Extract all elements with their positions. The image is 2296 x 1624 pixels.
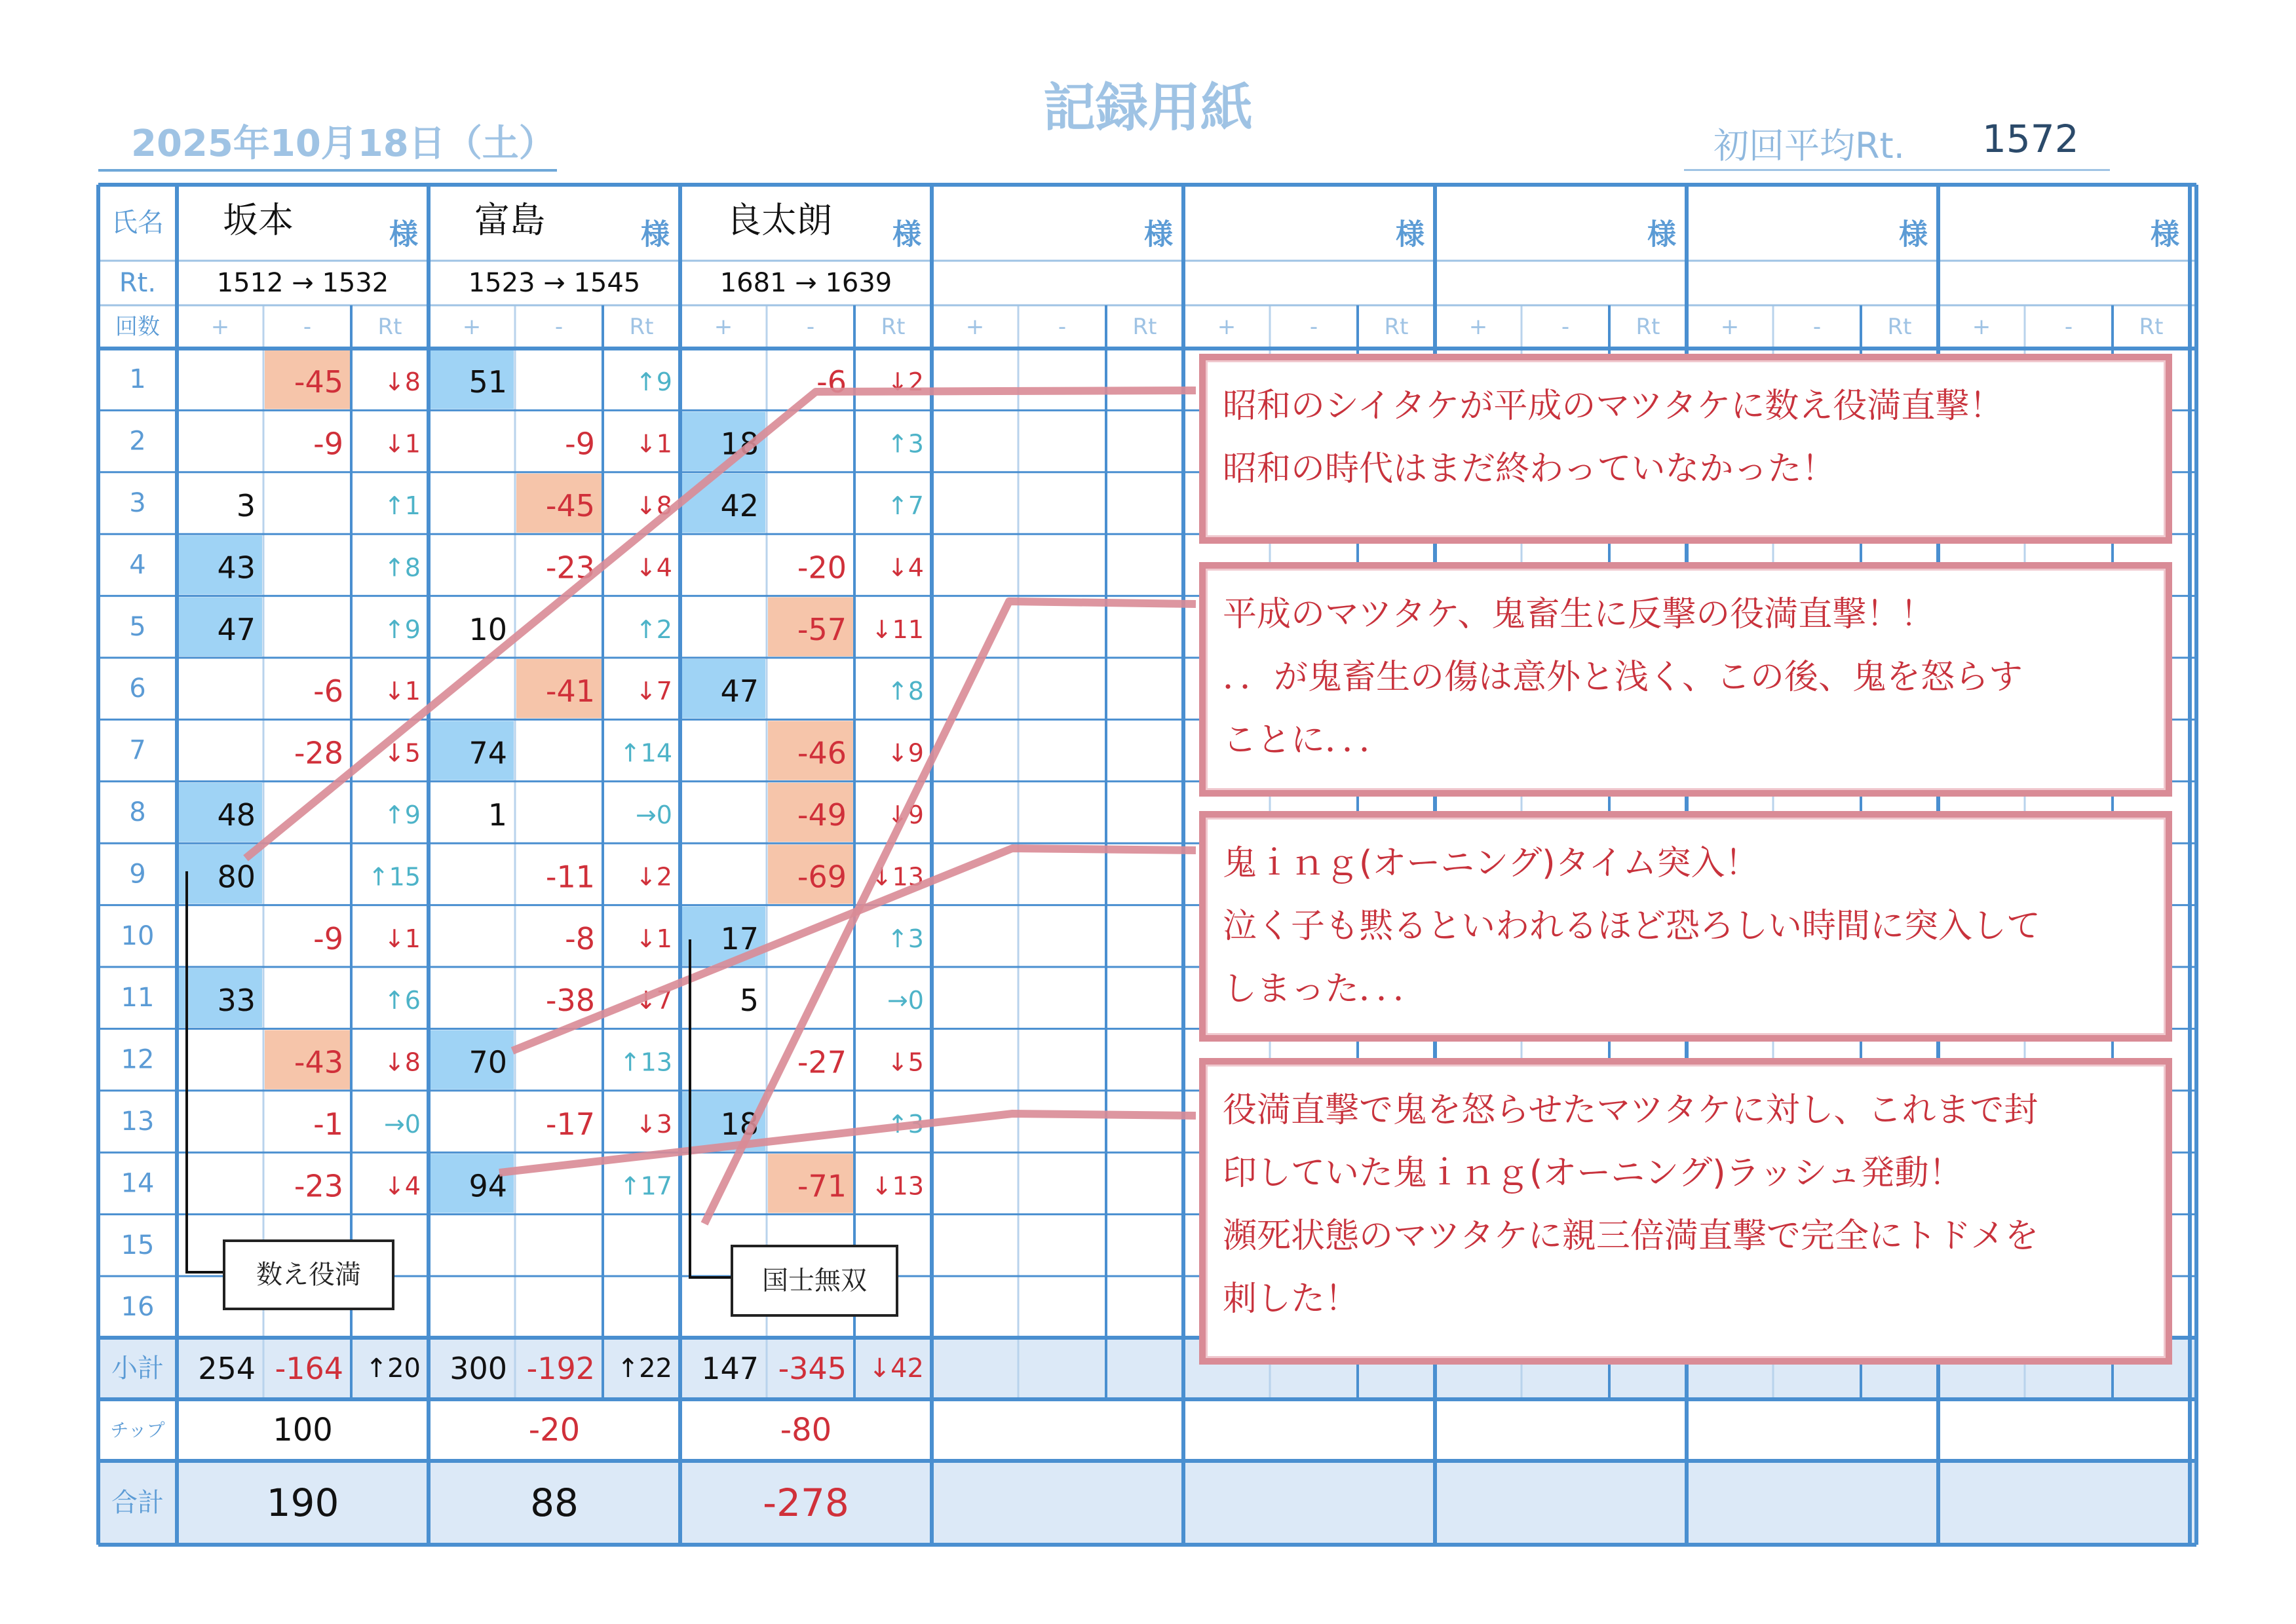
- player-name: 富島: [474, 199, 545, 241]
- tag-connector: [187, 871, 223, 1272]
- minus-score: -45: [294, 364, 343, 400]
- minus-score: -1: [313, 1106, 343, 1142]
- minus-header: -: [1561, 314, 1570, 340]
- rt-change: ↓8: [635, 491, 672, 520]
- round-number: 2: [129, 426, 146, 457]
- rt-change: ↑15: [368, 862, 421, 892]
- minus-score: -57: [797, 611, 847, 647]
- plus-score: 18: [720, 426, 759, 462]
- plus-score: 1: [488, 797, 507, 833]
- minus-score: -6: [313, 673, 343, 709]
- sama-label: 様: [2151, 217, 2179, 252]
- minus-score: -45: [545, 488, 595, 523]
- rt-change: ↑2: [635, 614, 672, 644]
- subtotal-plus: 300: [450, 1351, 507, 1386]
- round-number: 5: [129, 611, 146, 642]
- minus-score: -41: [545, 673, 595, 709]
- chip-value: 100: [273, 1412, 333, 1448]
- rt-change: →0: [635, 801, 672, 829]
- minus-score: -11: [545, 859, 595, 895]
- subtotal-plus: 254: [198, 1351, 256, 1386]
- total-label: 合計: [111, 1488, 164, 1518]
- player-name: 良太朗: [726, 199, 832, 241]
- plus-score: 43: [217, 550, 256, 586]
- rt-header: Rt: [2139, 314, 2164, 340]
- annotation-line: 昭和のシイタケが平成のマツタケに数え役満直撃！: [1223, 387, 2004, 426]
- annotation-line: しまった．．．: [1223, 970, 1428, 1009]
- rt-change: ↓11: [871, 614, 924, 644]
- minus-header: -: [806, 314, 815, 340]
- chip-label: チップ: [110, 1419, 165, 1441]
- plus-score: 10: [469, 611, 507, 647]
- player-rating: 1681 → 1639: [719, 268, 892, 298]
- plus-header: +: [1720, 314, 1740, 340]
- subtotal-label: 小計: [111, 1353, 164, 1384]
- plus-header: +: [1468, 314, 1488, 340]
- yakuman-tag: 数え役満: [223, 1239, 394, 1310]
- round-number: 12: [121, 1044, 155, 1075]
- rt-change: ↓4: [383, 1171, 421, 1201]
- rt-change: ↓7: [635, 986, 672, 1015]
- plus-score: 47: [720, 673, 759, 709]
- rt-change: ↓5: [383, 738, 421, 768]
- round-number: 9: [129, 859, 146, 890]
- rt-change: ↑1: [383, 491, 421, 520]
- rt-change: ↓8: [383, 1048, 421, 1077]
- annotation-connector: [704, 601, 1196, 1224]
- plus-header: +: [210, 314, 230, 340]
- rt-change: ↓9: [887, 738, 924, 768]
- annotation-line: 泣く子も黙るといわれるほど恐ろしい時間に突入して: [1223, 907, 2041, 946]
- rt-change: →0: [383, 1110, 421, 1139]
- plus-header: +: [965, 314, 985, 340]
- minus-score: -71: [797, 1168, 847, 1204]
- rt-header: Rt: [377, 314, 402, 340]
- rt-header: Rt: [1384, 314, 1409, 340]
- rt-change: ↑9: [635, 368, 672, 397]
- minus-score: -9: [565, 426, 595, 462]
- minus-score: -9: [313, 920, 343, 956]
- rt-change: ↑9: [383, 614, 421, 644]
- round-number: 8: [129, 797, 146, 827]
- rt-change: ↑9: [383, 801, 421, 829]
- plus-score: 3: [236, 488, 256, 523]
- round-label: 回数: [115, 314, 160, 340]
- minus-score: -49: [797, 797, 847, 833]
- minus-score: -17: [545, 1106, 595, 1142]
- round-number: 10: [121, 920, 155, 951]
- annotation-line: 刺した！: [1223, 1279, 1360, 1319]
- minus-score: -28: [294, 735, 343, 771]
- minus-score: -38: [545, 983, 595, 1019]
- rt-change: ↓9: [887, 801, 924, 829]
- plus-header: +: [714, 314, 733, 340]
- rating-label: Rt.: [119, 268, 157, 298]
- rt-change: ↓8: [383, 368, 421, 397]
- rt-change: ↑3: [887, 1110, 924, 1139]
- plus-score: 94: [469, 1168, 507, 1204]
- annotation-line: 鬼ｉｎｇ(オーニング)タイム突入！: [1223, 844, 1759, 883]
- round-number: 7: [129, 735, 146, 766]
- round-number: 14: [121, 1168, 155, 1199]
- plus-score: 42: [720, 488, 759, 523]
- subtotal-rt: ↑20: [365, 1353, 421, 1384]
- sama-label: 様: [1396, 217, 1425, 252]
- sama-label: 様: [892, 217, 921, 252]
- minus-header: -: [1058, 314, 1067, 340]
- rt-change: ↓2: [635, 862, 672, 892]
- plus-score: 80: [217, 859, 256, 895]
- rt-change: ↓4: [887, 553, 924, 582]
- plus-score: 48: [217, 797, 256, 833]
- sama-label: 様: [389, 217, 418, 252]
- initial-average-rating-value: 1572: [1982, 117, 2079, 161]
- round-number: 13: [121, 1106, 155, 1137]
- plus-score: 18: [720, 1106, 759, 1142]
- rt-change: ↑14: [619, 738, 672, 768]
- rt-change: ↑3: [887, 429, 924, 459]
- rt-change: →0: [887, 986, 924, 1015]
- minus-score: -27: [797, 1044, 847, 1080]
- subtotal-minus: -192: [526, 1351, 595, 1386]
- plus-header: +: [1972, 314, 1991, 340]
- minus-score: -43: [294, 1044, 343, 1080]
- rt-change: ↑8: [383, 553, 421, 582]
- rt-change: ↓7: [635, 677, 672, 706]
- subtotal-minus: -164: [275, 1351, 343, 1386]
- sama-label: 様: [641, 217, 670, 252]
- rt-header: Rt: [1636, 314, 1660, 340]
- rt-change: ↓1: [383, 924, 421, 953]
- rt-header: Rt: [1887, 314, 1912, 340]
- date-label: 2025年10月18日（土）: [131, 123, 556, 165]
- player-rating: 1512 → 1532: [216, 268, 389, 298]
- minus-score: -20: [797, 550, 847, 586]
- plus-score: 17: [720, 920, 759, 956]
- round-number: 11: [121, 983, 155, 1013]
- round-number: 16: [121, 1292, 155, 1323]
- annotation-line: 瀕死状態のマツタケに親三倍満直撃で完全にトドメを: [1223, 1217, 2039, 1256]
- minus-score: -46: [797, 735, 847, 771]
- rt-header: Rt: [1132, 314, 1157, 340]
- round-number: 4: [129, 550, 146, 580]
- player-name: 坂本: [223, 199, 294, 241]
- sama-label: 様: [1899, 217, 1928, 252]
- rt-change: ↑7: [887, 491, 924, 520]
- plus-score: 33: [217, 983, 256, 1019]
- round-number: 1: [129, 364, 146, 395]
- total-value: 88: [530, 1481, 579, 1525]
- sama-label: 様: [1647, 217, 1676, 252]
- sama-label: 様: [1144, 217, 1173, 252]
- rt-change: ↓1: [635, 429, 672, 459]
- minus-score: -69: [797, 859, 847, 895]
- subtotal-rt: ↑22: [617, 1353, 672, 1384]
- rt-change: ↓1: [383, 429, 421, 459]
- player-rating: 1523 → 1545: [468, 268, 641, 298]
- page-title: 記録用紙: [1043, 77, 1253, 138]
- subtotal-rt: ↓42: [868, 1353, 924, 1384]
- round-number: 3: [129, 488, 146, 518]
- rt-change: ↓1: [635, 924, 672, 953]
- annotation-line: ．．が鬼畜生の傷は意外と浅く、この後、鬼を怒らす: [1223, 658, 2023, 697]
- annotation-line: 印していた鬼ｉｎｇ(オーニング)ラッシュ発動！: [1223, 1154, 1963, 1193]
- rt-change: ↑6: [383, 986, 421, 1015]
- annotation-line: 役満直撃で鬼を怒らせたマツタケに対し、これまで封: [1223, 1091, 2038, 1130]
- annotation-box: [1199, 354, 2172, 544]
- minus-header: -: [303, 314, 312, 340]
- plus-score: 74: [469, 735, 507, 771]
- plus-header: +: [462, 314, 482, 340]
- rt-header: Rt: [881, 314, 906, 340]
- rt-change: ↓4: [635, 553, 672, 582]
- rt-change: ↑13: [619, 1048, 672, 1077]
- minus-header: -: [1309, 314, 1318, 340]
- total-value: -278: [763, 1481, 849, 1525]
- subtotal-plus: 147: [701, 1351, 759, 1386]
- initial-average-rating-label: 初回平均Rt.: [1713, 125, 1905, 166]
- plus-score: 70: [469, 1044, 507, 1080]
- minus-header: -: [2064, 314, 2073, 340]
- annotation-line: 昭和の時代はまだ終わっていなかった！: [1223, 449, 1836, 489]
- annotation-box: [1199, 1058, 2172, 1365]
- minus-score: -9: [313, 426, 343, 462]
- minus-score: -8: [565, 920, 595, 956]
- annotation-line: 平成のマツタケ、鬼畜生に反撃の役満直撃！！: [1223, 595, 1935, 634]
- rt-change: ↑8: [887, 677, 924, 706]
- total-band: [98, 1461, 2196, 1545]
- rt-change: ↓2: [887, 368, 924, 397]
- rt-change: ↑3: [887, 924, 924, 953]
- rt-change: ↓1: [383, 677, 421, 706]
- minus-score: -23: [294, 1168, 343, 1204]
- minus-header: -: [1812, 314, 1822, 340]
- rt-change: ↑17: [619, 1171, 672, 1201]
- round-number: 6: [129, 673, 146, 704]
- total-value: 190: [266, 1481, 339, 1525]
- yakuman-tag: 国士無双: [731, 1245, 898, 1317]
- name-label: 氏名: [111, 208, 164, 238]
- rt-change: ↓5: [887, 1048, 924, 1077]
- minus-score: -6: [816, 364, 847, 400]
- subtotal-minus: -345: [778, 1351, 847, 1386]
- plus-score: 5: [739, 983, 759, 1019]
- rt-change: ↓3: [635, 1110, 672, 1139]
- annotation-box: [1199, 562, 2172, 797]
- rt-header: Rt: [629, 314, 654, 340]
- plus-header: +: [1217, 314, 1236, 340]
- minus-header: -: [554, 314, 564, 340]
- plus-score: 51: [469, 364, 507, 400]
- rt-change: ↓13: [871, 1171, 924, 1201]
- annotation-box: [1199, 811, 2172, 1042]
- minus-score: -23: [545, 550, 595, 586]
- annotation-line: ことに．．．: [1223, 721, 1394, 760]
- plus-score: 47: [217, 611, 256, 647]
- chip-value: -20: [528, 1412, 581, 1448]
- rt-change: ↓13: [871, 862, 924, 892]
- round-number: 15: [121, 1230, 155, 1260]
- chip-value: -80: [780, 1412, 832, 1448]
